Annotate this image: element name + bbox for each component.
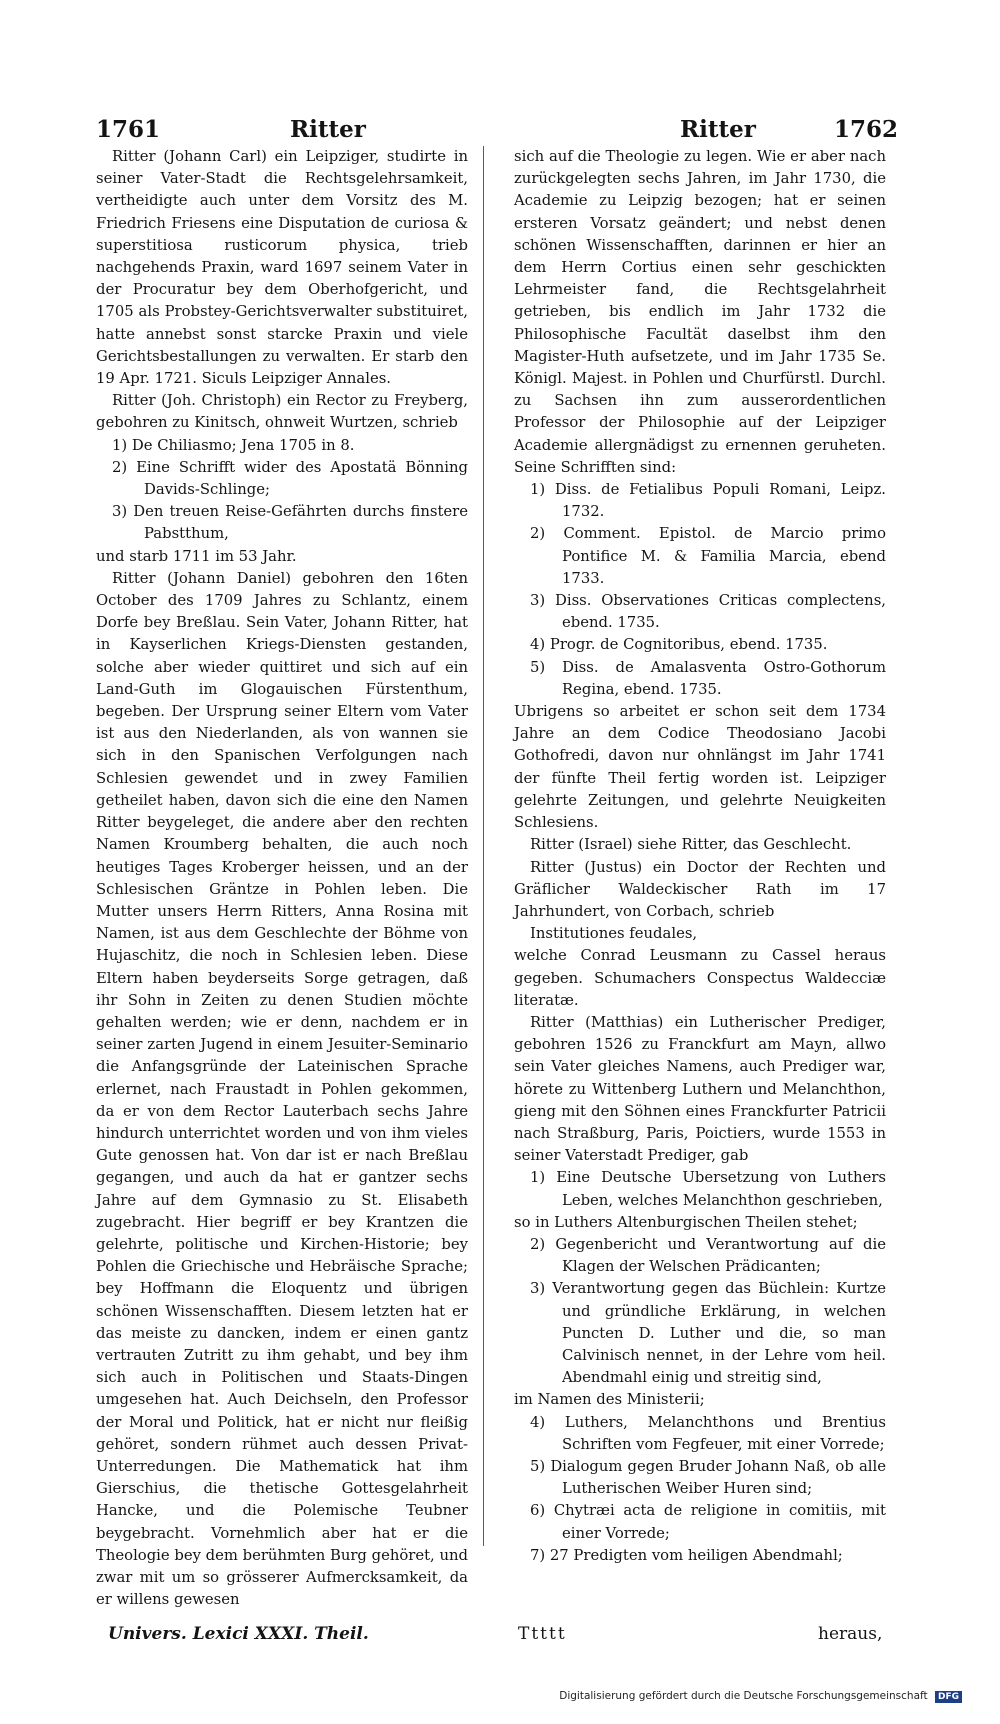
list-item: Institutiones feudales,	[530, 925, 698, 943]
list-item: 7) 27 Predigten vom heiligen Abendmahl;	[530, 1546, 843, 1564]
running-head-right: Ritter	[680, 116, 756, 143]
list-item: 5) Diss. de Amalasventa Ostro-Gothorum Regina, ebend. 1735.	[530, 658, 886, 698]
paragraph: Ritter (Joh. Christoph) ein Rector zu Freyberg, gebohren zu Kinitsch, ohnweit Wurtzen, schrieb	[96, 392, 468, 432]
page-number-left: 1761	[96, 116, 161, 143]
paragraph: und starb 1711 im 53 Jahr.	[96, 547, 297, 565]
list-item: 3) Verantwortung gegen das Büchlein: Kurtze und gründliche Erklärung, in welchen Puncten D. Luther und die, so man Calvinisch nennet, in der Lehre vom heil. Abendmahl einig und streitig sind,	[530, 1280, 886, 1387]
list-item: 1) De Chiliasmo; Jena 1705 in 8.	[112, 436, 355, 454]
paragraph: Ritter (Justus) ein Doctor der Rechten und Gräflicher Waldeckischer Rath im 17 Jahrhundert, von Corbach, schrieb	[514, 858, 886, 920]
list-item: 6) Chytræi acta de religione in comitiis, mit einer Vorrede;	[530, 1502, 886, 1542]
catchword: heraus,	[818, 1624, 883, 1644]
left-column	[96, 146, 468, 1611]
paragraph: Ritter (Johann Carl) ein Leipziger, studirte in seiner Vater-Stadt die Rechtsgelehrsamkeit, vertheidigte auch unter dem Vorsitz des M. Friedrich Friesens eine Disputation de curiosa & superstitiosa rusticorum physica, trieb nachgehends Praxin, ward 1697 seinem Vater in der Procuratur bey dem Oberhofgericht, und 1705 als Probstey-Gerichtsverwalter substituiret, hatte annebst sonst starcke Praxin und viele Gerichtsbestallungen zu verwalten. Er starb den 19 Apr. 1721. Siculs Leipziger Annales.	[96, 148, 468, 388]
running-head-left: Ritter	[290, 116, 366, 143]
paragraph: Ritter (Johann Daniel) gebohren den 16ten October des 1709 Jahres zu Schlantz, einem Dorfe bey Breßlau. Sein Vater, Johann Ritter, hat in Kayserlichen Kriegs-Diensten gestanden, solche aber wieder quittiret und sich auf ein Land-Guth im Glogauischen Fürstenthum, begeben. Der Ursprung seiner Eltern vom Vater ist aus den Niederlanden, als von wannen sie sich in den Spanischen Verfolgungen nach Schlesien gewendet und in zwey Familien getheilet haben, davon sich die eine den Namen Ritter beygeleget, die andere aber den rechten Namen Kroumberg behalten, die auch noch heutiges Tages Kroberger heissen, und an der Schlesischen Gräntze in Pohlen leben. Die Mutter unsers Herrn Ritters, Anna Rosina mit Namen, ist aus dem Geschlechte der Böhme von Hujaschitz, die noch in Schlesien leben. Diese Eltern haben beyderseits Sorge getragen, daß ihr Sohn in Zeiten zu denen Studien möchte gehalten werden; wie er denn, nachdem er in seiner zarten Jugend in einem Jesuiter-Seminario die Anfangsgründe der Lateinischen Sprache erlernet, nach Fraustadt in Pohlen gekommen, da er von dem Rector Lauterbach sechs Jahre hindurch unterrichtet worden und von ihm vieles Gute genossen hat. Von dar ist er nach Breßlau gegangen, und auch da hat er gantzer sechs Jahre auf dem Gymnasio zu St. Elisabeth zugebracht. Hier begriff er bey Krantzen die gelehrte, politische und Kirchen-Historie; bey Pohlen die Griechische und Hebräische Sprache; bey Hoffmann die Eloquentz und übrigen schönen Wissenschafften. Diesem letzten hat er das meiste zu dancken, indem er einen gantz vertrauten Zutritt zu ihm gehabt, und bey ihm sich auch in Politischen und Staats-Dingen umgesehen hat. Auch Deichseln, den Professor der Moral und Politick, hat er nicht nur fleißig gehöret, sondern rühmet auch dessen Privat-Unterredungen. Die Mathematick hat ihm Gierschius, die thetische Gottesgelahrheit Hancke, und die Polemische Teubner beygebracht. Vornehmlich aber hat er die Theologie bey dem berühmten Burg gehöret, und zwar mit um so grösserer Aufmercksamkeit, da er willens gewesen	[96, 569, 468, 1609]
list-item: 2) Comment. Epistol. de Marcio primo Pontifice M. & Familia Marcia, ebend 1733.	[530, 525, 886, 587]
paragraph: so in Luthers Altenburgischen Theilen stehet;	[514, 1213, 858, 1231]
signature-mark: Ttttt	[518, 1624, 567, 1644]
list-item: 4) Progr. de Cognitoribus, ebend. 1735.	[530, 636, 828, 654]
digitization-credit	[559, 1690, 962, 1703]
paragraph: welche Conrad Leusmann zu Cassel heraus gegeben. Schumachers Conspectus Waldecciæ literatæ.	[514, 947, 886, 1009]
list-item: 3) Den treuen Reise-Gefährten durchs finstere Pabstthum,	[112, 503, 468, 543]
list-item: 2) Eine Schrifft wider des Apostatä Bönning Davids-Schlinge;	[112, 458, 468, 499]
volume-footer: Univers. Lexici XXXI. Theil.	[108, 1624, 369, 1644]
right-column	[514, 146, 886, 1567]
paragraph: im Namen des Ministerii;	[514, 1391, 705, 1409]
dfg-logo-icon: DFG	[935, 1691, 962, 1703]
page-number-right: 1762	[834, 116, 899, 143]
list-item: 3) Diss. Observationes Criticas complectens, ebend. 1735.	[530, 592, 886, 632]
list-item: 2) Gegenbericht und Verantwortung auf die Klagen der Welschen Prädicanten;	[530, 1235, 886, 1276]
list-item: 1) Eine Deutsche Ubersetzung von Luthers Leben, welches Melanchthon geschrieben,	[530, 1169, 886, 1209]
paragraph: sich auf die Theologie zu legen. Wie er aber nach zurückgelegten sechs Jahren, im Jahr 1730, die Academie zu Leipzig bezogen; hat er seinen ersteren Vorsatz geändert; und nebst denen schönen Wissenschafften, darinnen er hier an dem Herrn Cortius einen sehr geschickten Lehrmeister fand, die Rechtsgelahrheit getrieben, bis endlich im Jahr 1732 die Philosophische Facultät daselbst ihm den Magister-Huth aufsetzete, und im Jahr 1735 Se. Königl. Majest. in Pohlen und Churfürstl. Durchl. zu Sachsen ihn zum ausserordentlichen Professor der Philosophie auf der Leipziger Academie allergnädigst zu ernennen geruheten. Seine Schrifften sind:	[514, 148, 886, 476]
list-item: 5) Dialogum gegen Bruder Johann Naß, ob alle Lutherischen Weiber Huren sind;	[530, 1457, 886, 1498]
column-divider	[483, 146, 484, 1546]
paragraph: Ritter (Israel) siehe Ritter, das Geschlecht.	[530, 836, 852, 854]
list-item: 1) Diss. de Fetialibus Populi Romani, Leipz. 1732.	[530, 481, 886, 521]
paragraph: Ritter (Matthias) ein Lutherischer Prediger, gebohren 1526 zu Franckfurt am Mayn, allwo sein Vater gleiches Namens, auch Prediger war, hörete zu Wittenberg Luthern und Melanchthon, gieng mit den Söhnen eines Franckfurter Patricii nach Straßburg, Paris, Poictiers, wurde 1553 in seiner Vaterstadt Prediger, gab	[514, 1013, 886, 1165]
credit-text: Digitalisierung gefördert durch die Deutsche Forschungsgemeinschaft	[559, 1690, 928, 1702]
paragraph: Ubrigens so arbeitet er schon seit dem 1734 Jahre an dem Codice Theodosiano Jacobi Gothofredi, davon nur ohnlängst im Jahr 1741 der fünfte Theil fertig worden ist. Leipziger gelehrte Zeitungen, und gelehrte Neuigkeiten Schlesiens.	[514, 703, 886, 832]
list-item: 4) Luthers, Melanchthons und Brentius Schriften vom Fegfeuer, mit einer Vorrede;	[530, 1413, 886, 1453]
